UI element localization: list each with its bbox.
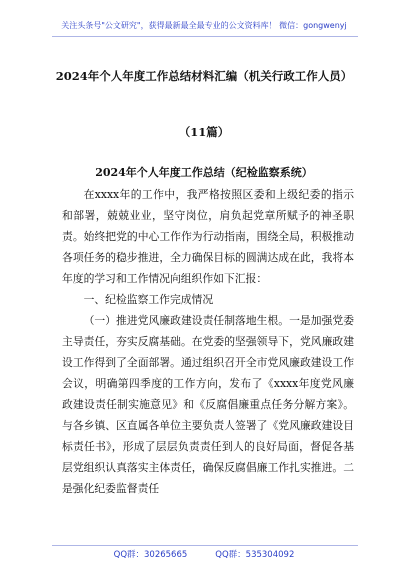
footer-qq-group-2: QQ群：535304092	[215, 550, 295, 560]
body-paragraph: （一）推进党风廉政建设责任制落地生根。一是加强党委主导责任，夯实反腐基础。在党委的坚强领导下，党风廉政建设工作得到了全面部署。通过组织召开全市党风廉政建设工作会议，明确第四季度的工作方向，发布了《xxxx年度党风廉政建设责任制实施意见》和《反腐倡廉重点任务分解方案》。与各乡镇、区直属各单位主要负责人签署了《党风廉政建设目标责任书》，形成了层层负责责任到人的良好局面，督促各基层党组织认真落实主体责任，确保反腐倡廉工作扎实推进。二是强化纪委监督责任	[62, 314, 354, 495]
footer-divider	[52, 545, 358, 546]
body-paragraph: 在xxxx年的工作中，我严格按照区委和上级纪委的指示和部署，兢兢业业，坚守岗位，肩负起党章所赋予的神圣职责。始终把党的中心工作作为行动指南，围绕全局，积极推动各项任务的稳步推进，全力确保目标的圆满达成在此，我将本年度的学习和工作情况向组织作如下汇报：	[62, 188, 354, 285]
header-divider	[52, 36, 358, 37]
document-count: （11篇）	[178, 125, 230, 139]
footer	[0, 548, 408, 560]
section-title: 2024年个人年度工作总结（纪检监察系统）	[95, 166, 313, 179]
header-note: 关注头条号"公文研究"，获得最新最全最专业的公文资料库！ 微信：gongwenyj	[61, 21, 347, 30]
document-title: 2024年个人年度工作总结材料汇编（机关行政工作人员）	[55, 69, 353, 83]
document-body	[62, 184, 354, 499]
body-heading: 一、纪检监察工作完成情况	[83, 293, 214, 306]
footer-qq-group-1: QQ群：30265665	[113, 550, 188, 560]
